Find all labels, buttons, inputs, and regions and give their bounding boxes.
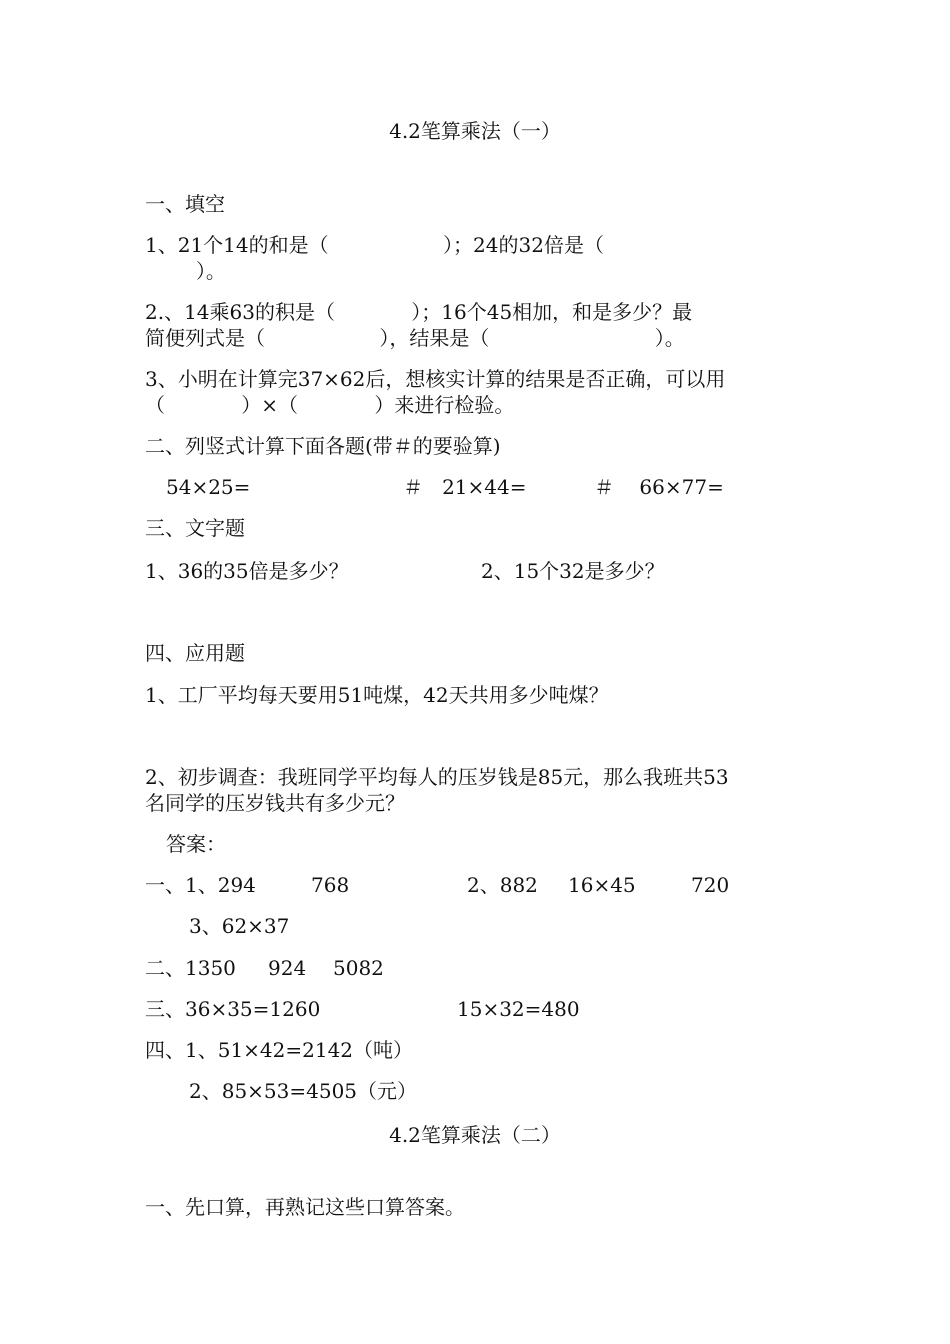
question-1-line-2: ）。 xyxy=(145,259,226,283)
word-question-1: 1、36的35倍是多少？ xyxy=(145,559,349,583)
problem-66x77: ＃ 66×77= xyxy=(594,475,724,499)
answer-2-value-2: 924 xyxy=(268,956,307,980)
answer-4-line-1: 四、1、51×42=2142（吨） xyxy=(145,1038,414,1062)
question-2-line-1: 2.、14乘63的积是（ ）；16个45相加，和是多少？最 xyxy=(145,300,693,324)
answer-2-value-3: 5082 xyxy=(333,956,384,980)
doc-title-2: 4.2笔算乘法（二） xyxy=(389,1123,561,1147)
answer-2: 二、1350 xyxy=(145,956,236,980)
word-question-2: 2、15个32是多少？ xyxy=(481,559,665,583)
answer-3-value-2: 15×32=480 xyxy=(457,997,580,1021)
question-3-line-2: （ ）×（ ）来进行检验。 xyxy=(145,393,515,417)
section-2-heading: 二、列竖式计算下面各题(带＃的要验算) xyxy=(145,434,501,458)
doc-title-1: 4.2笔算乘法（一） xyxy=(389,119,561,143)
answer-1-q2-value: 720 xyxy=(691,873,730,897)
problem-21x44: ＃ 21×44= xyxy=(403,475,527,499)
section-1-heading: 一、填空 xyxy=(145,192,225,216)
answer-1-q1-value-2: 768 xyxy=(311,873,350,897)
question-1-line-1: 1、21个14的和是（ ）；24的32倍是（ xyxy=(145,233,604,257)
section-3-heading: 三、文字题 xyxy=(145,516,245,540)
section-4-heading: 四、应用题 xyxy=(145,641,245,665)
answer-1-q2-expression: 16×45 xyxy=(568,873,636,897)
question-3-line-1: 3、小明在计算完37×62后，想核实计算的结果是否正确，可以用 xyxy=(145,367,726,391)
answer-1-q3: 3、62×37 xyxy=(189,914,290,938)
answers-label: 答案： xyxy=(166,832,226,856)
answer-1-q1: 一、1、294 xyxy=(145,873,256,897)
answer-4-line-2: 2、85×53=4505（元） xyxy=(189,1079,418,1103)
part-2-section-1-heading: 一、先口算，再熟记这些口算答案。 xyxy=(145,1195,465,1219)
question-2-line-2: 简便列式是（ ），结果是（ ）。 xyxy=(145,326,685,350)
application-question-1: 1、工厂平均每天要用51吨煤，42天共用多少吨煤？ xyxy=(145,683,609,707)
application-question-2-line-1: 2、初步调查：我班同学平均每人的压岁钱是85元，那么我班共53 xyxy=(145,765,729,789)
answer-1-q2: 2、882 xyxy=(467,873,538,897)
answer-3: 三、36×35=1260 xyxy=(145,997,321,1021)
application-question-2-line-2: 名同学的压岁钱共有多少元？ xyxy=(145,791,405,815)
problem-54x25: 54×25= xyxy=(166,475,251,499)
